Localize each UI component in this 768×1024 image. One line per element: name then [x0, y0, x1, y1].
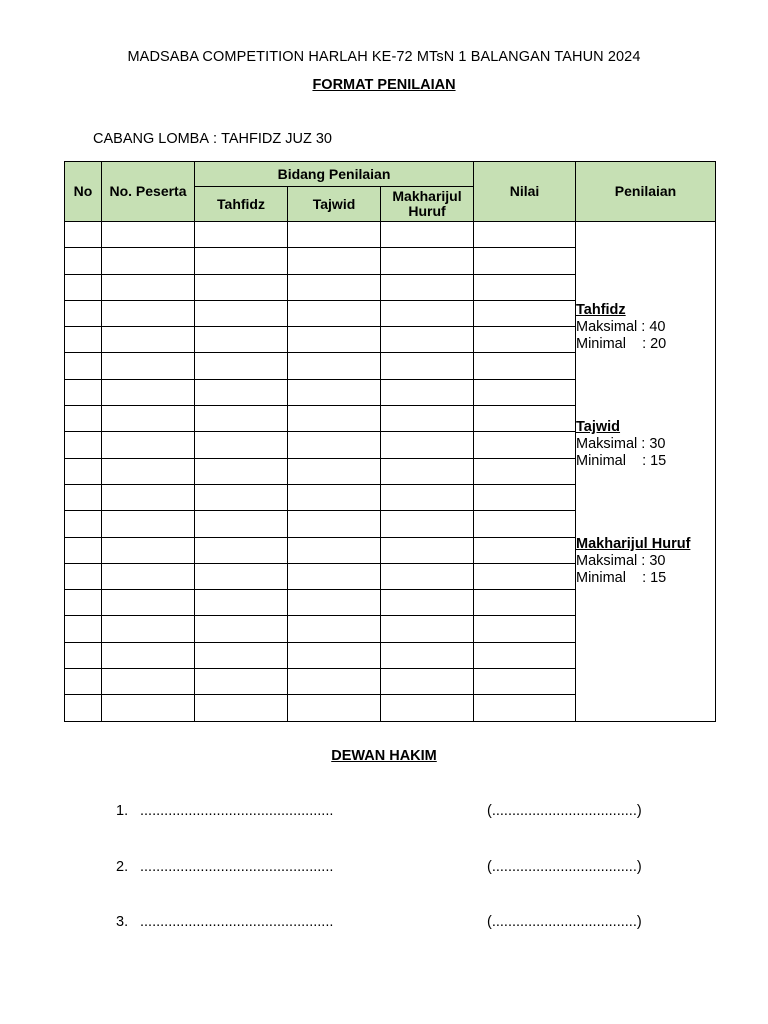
cell-tajwid[interactable] — [288, 484, 381, 510]
cell-no[interactable] — [65, 616, 102, 642]
cell-makharijul-huruf[interactable] — [381, 590, 474, 616]
cell-participant-number[interactable] — [102, 616, 195, 642]
cell-tahfidz[interactable] — [195, 353, 288, 379]
cell-tajwid[interactable] — [288, 590, 381, 616]
cell-score[interactable] — [474, 327, 576, 353]
cell-makharijul-huruf[interactable] — [381, 563, 474, 589]
judge-name-field[interactable]: ................................................ — [140, 803, 334, 819]
header-assessment-fields: Bidang Penilaian — [195, 162, 474, 187]
document-title: MADSABA COMPETITION HARLAH KE-72 MTsN 1 BALANGAN TAHUN 2024 — [127, 49, 641, 65]
branch-value: TAHFIDZ JUZ 30 — [221, 131, 332, 147]
legend-item-name: Makharijul Huruf — [576, 536, 691, 552]
cell-tahfidz[interactable] — [195, 695, 288, 721]
judge-name-line — [116, 859, 333, 875]
cell-no[interactable] — [65, 537, 102, 563]
cell-score[interactable] — [474, 248, 576, 274]
cell-no[interactable] — [65, 300, 102, 326]
cell-participant-number[interactable] — [102, 537, 195, 563]
cell-score[interactable] — [474, 274, 576, 300]
cell-tahfidz[interactable] — [195, 669, 288, 695]
judge-name-field[interactable]: ................................................ — [140, 859, 334, 875]
cell-makharijul-huruf[interactable] — [381, 327, 474, 353]
cell-participant-number[interactable] — [102, 484, 195, 510]
cell-score[interactable] — [474, 353, 576, 379]
cell-participant-number[interactable] — [102, 642, 195, 668]
cell-participant-number[interactable] — [102, 590, 195, 616]
cell-makharijul-huruf[interactable] — [381, 537, 474, 563]
cell-score[interactable] — [474, 300, 576, 326]
cell-score[interactable] — [474, 432, 576, 458]
cell-tajwid[interactable] — [288, 222, 381, 248]
legend-item-min: Minimal : 15 — [576, 570, 667, 586]
header-tajwid: Tajwid — [288, 187, 381, 222]
cell-no[interactable] — [65, 248, 102, 274]
cell-participant-number[interactable] — [102, 406, 195, 432]
legend-item — [576, 536, 715, 587]
cell-score[interactable] — [474, 563, 576, 589]
competition-branch — [93, 131, 332, 147]
cell-tajwid[interactable] — [288, 458, 381, 484]
cell-no[interactable] — [65, 327, 102, 353]
header-no: No — [65, 162, 102, 222]
cell-score[interactable] — [474, 222, 576, 248]
cell-tajwid[interactable] — [288, 695, 381, 721]
cell-score[interactable] — [474, 669, 576, 695]
cell-tahfidz[interactable] — [195, 616, 288, 642]
cell-tajwid[interactable] — [288, 379, 381, 405]
legend-item-max: Maksimal : 30 — [576, 436, 666, 452]
header-assessment: Penilaian — [576, 162, 716, 222]
cell-participant-number[interactable] — [102, 274, 195, 300]
cell-makharijul-huruf[interactable] — [381, 484, 474, 510]
cell-makharijul-huruf[interactable] — [381, 616, 474, 642]
cell-participant-number[interactable] — [102, 300, 195, 326]
cell-no[interactable] — [65, 695, 102, 721]
cell-tajwid[interactable] — [288, 406, 381, 432]
cell-no[interactable] — [65, 353, 102, 379]
cell-tahfidz[interactable] — [195, 300, 288, 326]
legend-item-max: Maksimal : 30 — [576, 553, 666, 569]
document-subtitle: FORMAT PENILAIAN — [312, 77, 456, 93]
judge-signature-field[interactable]: (....................................) — [487, 803, 642, 819]
cell-tajwid[interactable] — [288, 563, 381, 589]
cell-tahfidz[interactable] — [195, 537, 288, 563]
legend-item — [576, 302, 715, 353]
table-row — [65, 222, 716, 248]
cell-score[interactable] — [474, 458, 576, 484]
cell-score[interactable] — [474, 590, 576, 616]
cell-participant-number[interactable] — [102, 353, 195, 379]
cell-tahfidz[interactable] — [195, 590, 288, 616]
cell-tahfidz[interactable] — [195, 484, 288, 510]
cell-makharijul-huruf[interactable] — [381, 695, 474, 721]
cell-tajwid[interactable] — [288, 248, 381, 274]
cell-no[interactable] — [65, 379, 102, 405]
branch-label: CABANG LOMBA — [93, 131, 210, 147]
judge-name-line — [116, 914, 333, 930]
header-makharijul-huruf: Makharijul Huruf — [381, 187, 474, 222]
judge-number: 2. — [116, 859, 129, 875]
cell-no[interactable] — [65, 274, 102, 300]
cell-makharijul-huruf[interactable] — [381, 248, 474, 274]
header-score: Nilai — [474, 162, 576, 222]
cell-tahfidz[interactable] — [195, 511, 288, 537]
cell-makharijul-huruf[interactable] — [381, 669, 474, 695]
cell-participant-number[interactable] — [102, 669, 195, 695]
legend-item-min: Minimal : 20 — [576, 336, 667, 352]
judge-number: 3. — [116, 914, 129, 930]
cell-participant-number[interactable] — [102, 563, 195, 589]
cell-participant-number[interactable] — [102, 432, 195, 458]
cell-makharijul-huruf[interactable] — [381, 353, 474, 379]
cell-no[interactable] — [65, 642, 102, 668]
cell-tahfidz[interactable] — [195, 327, 288, 353]
judge-signature-field[interactable]: (....................................) — [487, 859, 642, 875]
cell-no[interactable] — [65, 222, 102, 248]
cell-makharijul-huruf[interactable] — [381, 458, 474, 484]
cell-score[interactable] — [474, 537, 576, 563]
cell-tahfidz[interactable] — [195, 274, 288, 300]
header-tahfidz: Tahfidz — [195, 187, 288, 222]
cell-participant-number[interactable] — [102, 379, 195, 405]
cell-score[interactable] — [474, 379, 576, 405]
legend-item-max: Maksimal : 40 — [576, 319, 666, 335]
judge-name-line — [116, 803, 333, 819]
cell-tahfidz[interactable] — [195, 563, 288, 589]
cell-participant-number[interactable] — [102, 327, 195, 353]
cell-tajwid[interactable] — [288, 669, 381, 695]
cell-tajwid[interactable] — [288, 642, 381, 668]
branch-separator: : — [213, 131, 218, 147]
legend-item-name: Tajwid — [576, 419, 621, 435]
cell-participant-number[interactable] — [102, 695, 195, 721]
cell-tajwid[interactable] — [288, 274, 381, 300]
cell-makharijul-huruf[interactable] — [381, 511, 474, 537]
cell-makharijul-huruf[interactable] — [381, 274, 474, 300]
scoring-table — [64, 161, 716, 722]
cell-tajwid[interactable] — [288, 537, 381, 563]
judges-title: DEWAN HAKIM — [331, 748, 437, 764]
judge-number: 1. — [116, 803, 129, 819]
scoring-legend — [576, 222, 715, 587]
cell-makharijul-huruf[interactable] — [381, 432, 474, 458]
cell-score[interactable] — [474, 642, 576, 668]
cell-tahfidz[interactable] — [195, 406, 288, 432]
cell-no[interactable] — [65, 511, 102, 537]
cell-tahfidz[interactable] — [195, 458, 288, 484]
cell-tajwid[interactable] — [288, 432, 381, 458]
legend-item-min: Minimal : 15 — [576, 453, 667, 469]
cell-makharijul-huruf[interactable] — [381, 222, 474, 248]
cell-tajwid[interactable] — [288, 353, 381, 379]
legend-item-name: Tahfidz — [576, 302, 626, 318]
cell-tahfidz[interactable] — [195, 248, 288, 274]
cell-score[interactable] — [474, 511, 576, 537]
cell-no[interactable] — [65, 484, 102, 510]
cell-tahfidz[interactable] — [195, 642, 288, 668]
assessment-legend-cell — [576, 222, 716, 722]
cell-no[interactable] — [65, 590, 102, 616]
judge-name-field[interactable]: ................................................ — [140, 914, 334, 930]
header-participant-number: No. Peserta — [102, 162, 195, 222]
table-header-row — [65, 162, 716, 187]
cell-tajwid[interactable] — [288, 300, 381, 326]
cell-participant-number[interactable] — [102, 248, 195, 274]
cell-tajwid[interactable] — [288, 616, 381, 642]
cell-participant-number[interactable] — [102, 458, 195, 484]
cell-score[interactable] — [474, 616, 576, 642]
judge-signature-field[interactable]: (....................................) — [487, 914, 642, 930]
cell-makharijul-huruf[interactable] — [381, 300, 474, 326]
cell-participant-number[interactable] — [102, 222, 195, 248]
cell-score[interactable] — [474, 484, 576, 510]
cell-makharijul-huruf[interactable] — [381, 642, 474, 668]
cell-tahfidz[interactable] — [195, 379, 288, 405]
cell-no[interactable] — [65, 458, 102, 484]
legend-item — [576, 419, 715, 470]
cell-no[interactable] — [65, 432, 102, 458]
cell-tajwid[interactable] — [288, 511, 381, 537]
cell-score[interactable] — [474, 695, 576, 721]
cell-tahfidz[interactable] — [195, 222, 288, 248]
cell-makharijul-huruf[interactable] — [381, 406, 474, 432]
cell-no[interactable] — [65, 563, 102, 589]
cell-tajwid[interactable] — [288, 327, 381, 353]
cell-participant-number[interactable] — [102, 511, 195, 537]
cell-tahfidz[interactable] — [195, 432, 288, 458]
cell-score[interactable] — [474, 406, 576, 432]
cell-no[interactable] — [65, 406, 102, 432]
cell-no[interactable] — [65, 669, 102, 695]
cell-makharijul-huruf[interactable] — [381, 379, 474, 405]
